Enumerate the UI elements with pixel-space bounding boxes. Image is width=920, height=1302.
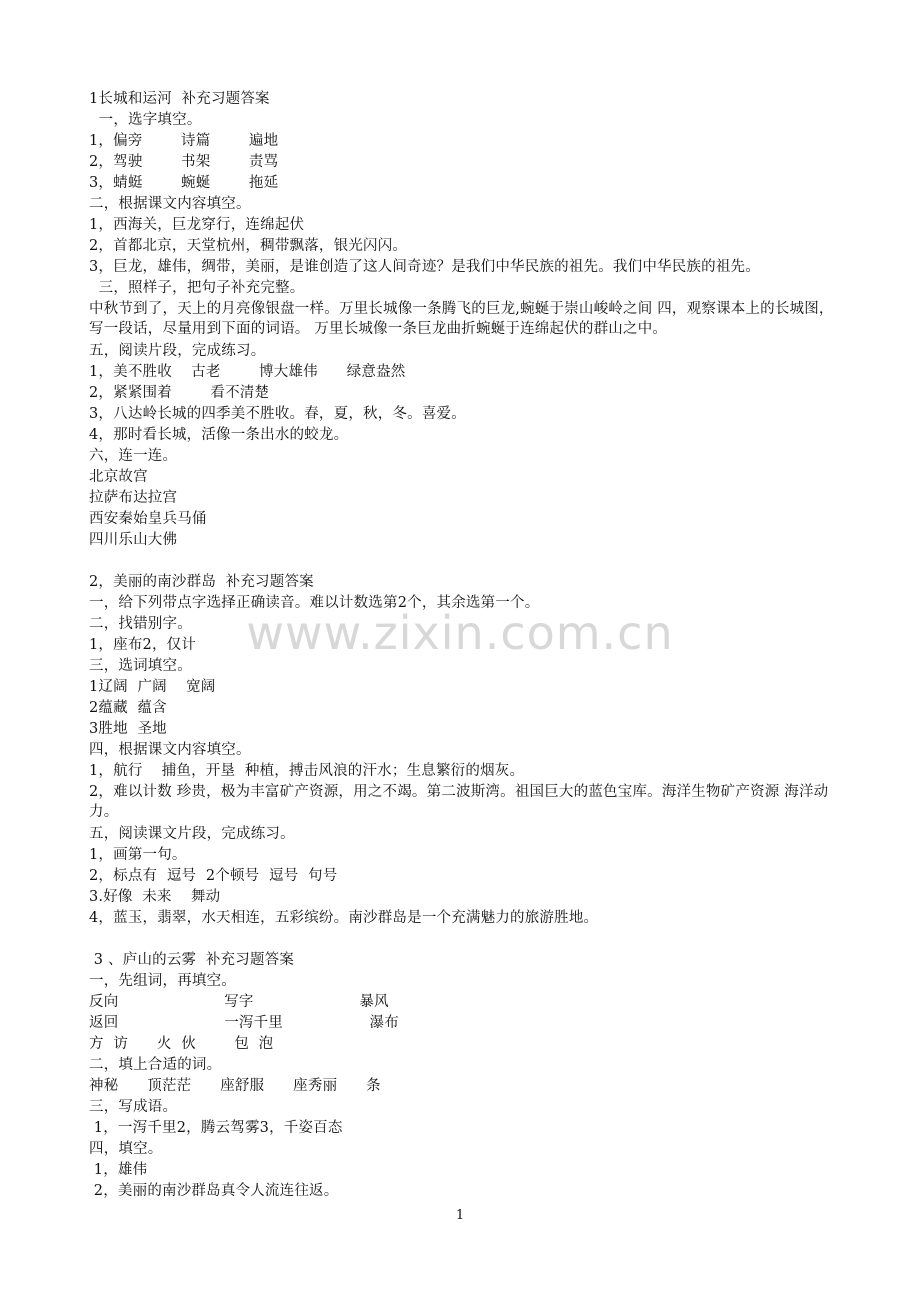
heading-line: 一，先组词，再填空。 — [89, 973, 236, 989]
heading-line: 一，选字填空。 — [89, 112, 202, 128]
text-line: 1，偏旁 诗篇 遍地 — [89, 133, 279, 149]
text-line: 2，标点有 逗号 2个顿号 逗号 句号 — [89, 868, 338, 884]
text-line: 4，那时看长城，活像一条出水的蛟龙。 — [89, 427, 349, 443]
page-number: 1 — [455, 1208, 465, 1223]
text-line: 2，美丽的南沙群岛真令人流连往返。 — [89, 1183, 339, 1199]
text-line: 1，西海关，巨龙穿行，连绵起伏 — [89, 217, 305, 233]
text-line: 北京故宫 — [89, 469, 148, 485]
text-line: 3，蜻蜓 蜿蜒 拖延 — [89, 175, 279, 191]
text-line: 1，美不胜收 古老 博大雄伟 绿意盎然 — [89, 364, 406, 380]
text-line: 3.好像 未来 舞动 — [89, 889, 221, 905]
text-line: 方 访 火 伙 包 泡 — [89, 1036, 274, 1052]
heading-line: 六，连一连。 — [89, 448, 178, 464]
text-line: 西安秦始皇兵马俑 — [89, 511, 207, 527]
heading-line: 四，填空。 — [89, 1141, 163, 1157]
text-line: 3，巨龙，雄伟，绸带，美丽，是谁创造了这人间奇迹？是我们中华民族的祖先。我们中华民族的祖先。 — [89, 259, 760, 275]
text-line: 4，蓝玉，翡翠，水天相连，五彩缤纷。南沙群岛是一个充满魅力的旅游胜地。 — [89, 910, 599, 926]
heading-line: 四，根据课文内容填空。 — [89, 742, 251, 758]
text-line: 1，航行 捕鱼，开垦 种植，搏击风浪的汗水；生息繁衍的烟灰。 — [89, 763, 525, 779]
text-line: 3，八达岭长城的四季美不胜收。春，夏，秋，冬。喜爱。 — [89, 406, 466, 422]
heading-line: 二，找错别字。 — [89, 616, 192, 632]
text-line: 一，给下列带点字选择正确读音。难以计数选第2个，其余选第一个。 — [89, 595, 540, 611]
heading-line: 二，填上合适的词。 — [89, 1057, 222, 1073]
text-line: 拉萨布达拉宫 — [89, 490, 178, 506]
text-line: 1，一泻千里2，腾云驾雾3，千姿百态 — [89, 1120, 343, 1136]
text-line: 1，雄伟 — [89, 1162, 148, 1178]
heading-line: 三，照样子，把句子补充完整。 — [89, 280, 305, 296]
heading-line: 二，根据课文内容填空。 — [89, 196, 251, 212]
heading-line: 五，阅读课文片段，完成练习。 — [89, 826, 295, 842]
text-line: 3胜地 圣地 — [89, 721, 167, 737]
heading-line: 五，阅读片段，完成练习。 — [89, 343, 266, 359]
section-title-1: 1长城和运河 补充习题答案 — [89, 91, 270, 107]
text-line: 2，首都北京，天堂杭州，稠带飘落，银光闪闪。 — [89, 238, 408, 254]
heading-line: 三，写成语。 — [89, 1099, 178, 1115]
text-line: 1辽阔 广阔 宽阔 — [89, 679, 216, 695]
text-line: 2蕴藏 蕴含 — [89, 700, 167, 716]
paragraph: 2，难以计数 珍贵，极为丰富矿产资源，用之不竭。第二波斯湾。祖国巨大的蓝色宝库。海洋生物矿产资源 海洋动力。 — [89, 784, 829, 820]
watermark: www.zixin.com.cn — [246, 606, 674, 660]
text-line: 2，驾驶 书架 责骂 — [89, 154, 279, 170]
paragraph: 中秋节到了，天上的月亮像银盘一样。万里长城像一条腾飞的巨龙,蜿蜒于崇山峻岭之间 四，观察课本上的长城图，写一段话，尽量用到下面的词语。 万里长城像一条巨龙曲折蜿蜒于连绵起伏的群山之中。 — [89, 301, 834, 337]
text-line: 返回 一泻千里 瀑布 — [89, 1015, 399, 1031]
heading-line: 三，选词填空。 — [89, 658, 192, 674]
text-line: 1，座布2，仅计 — [89, 637, 197, 653]
text-line: 神秘 顶茫茫 座舒服 座秀丽 条 — [89, 1078, 381, 1094]
section-title-2: 2，美丽的南沙群岛 补充习题答案 — [89, 574, 314, 590]
text-line: 反向 写字 暴风 — [89, 994, 389, 1010]
text-line: 2，紧紧围着 看不清楚 — [89, 385, 270, 401]
section-title-3: 3 、庐山的云雾 补充习题答案 — [89, 952, 295, 968]
text-line: 四川乐山大佛 — [89, 532, 178, 548]
text-line: 1，画第一句。 — [89, 847, 187, 863]
